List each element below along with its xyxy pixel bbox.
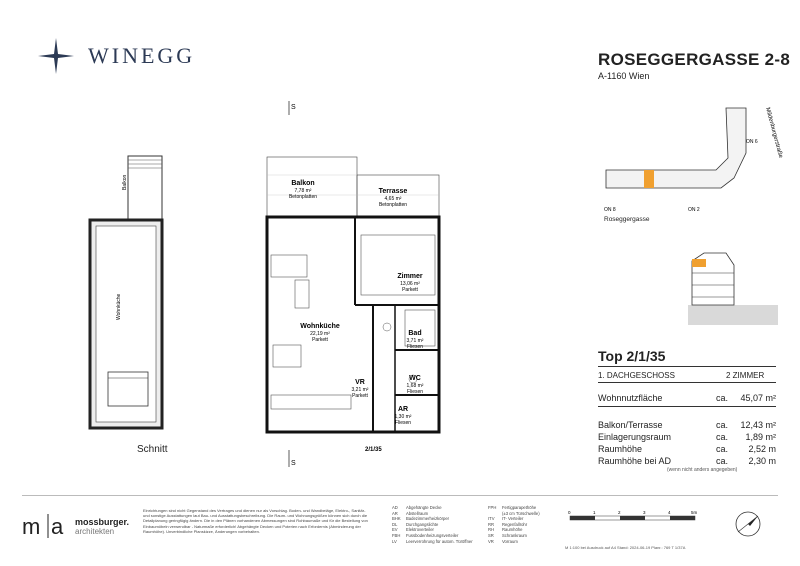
svg-text:1: 1 [593,510,596,515]
svg-text:5m: 5m [691,510,698,515]
room-floor-vr: Parkett [352,393,368,399]
svg-text:2: 2 [618,510,621,515]
abbreviations-left: AD Abgehängte Decke AR Abstellraum BHK Badezimmerheizkörper DL Durchgangslichte EV Elektroverteiler FBH Fussbodenheizungsverteiler LV Leerverrohrung für autom. Türöffner [392,505,473,544]
room-name-wc: WC [409,375,421,382]
site-marker-on6: ON 6 [746,139,758,145]
room-floor-ar: Fliesen [394,420,412,426]
room-area-terrasse: 4,65 m² [384,196,402,202]
floor-plan [255,95,465,470]
site-plan [596,98,784,218]
room-name-wohnkueche: Wohnküche [300,323,340,330]
unit-rooms: 2 ZIMMER [726,371,765,380]
unit-marker: 2/1/35 [365,447,382,453]
disclaimer: Einrichtungen sind nicht Gegenstand des Vertrages und dienen nur als Vorschlag. Boden- und Wandbeläge, Elektro-, Sanitär- und sonstige Ausstattungen laut Bau- und Ausstattungsbeschreibung. Die Raum- und Wohnungsgrößen können sich durch die Detailplanung geringfügig ändern. Die in den Plänen vorhandenen Abmessungen sind Rohbaumaße und für die Bestellung von Einbaumöbeln verwendbar - Naturmaße erforderlich! Abgehängte Decken und Poterien nach Erfordernis (Abminderung der Raumhöhe). Unverbindliche Planskizze, Änderungen vorbehalten. [143,508,368,534]
room-area-balkon: 7,78 m² [294,188,312,194]
abbreviations-right: FPH Fertigparapethöhe (±3 cm Türschwelle) ITV IT- Verteiler RR Regenfallrohr RH Raumhöhe SR Schrankraum VR Vorraum [488,505,540,544]
footer-divider [22,495,778,496]
svg-text:m: m [22,514,41,539]
scale-bar [565,508,715,528]
room-name-ar: AR [397,406,409,413]
room-name-bad: Bad [408,330,422,337]
room-floor-terrasse: Betonplatten [378,202,408,208]
building-section [688,245,778,325]
room-area-wohnkueche: 22,19 m² [310,331,330,337]
room-area-vr: 3,21 m² [351,387,369,393]
unit-floor: 1. DACHGESCHOSS [598,371,675,380]
section-marker-bottom: S [291,460,296,467]
brand-star-icon [38,38,74,74]
unit-rule-3 [598,406,776,407]
section-drawing [80,150,190,435]
room-floor-balkon: Betonplatten [288,194,318,200]
unit-rule-2 [598,382,776,383]
unit-title: Top 2/1/35 [598,348,666,364]
brand-logo: WINEGG [88,43,196,68]
svg-text:0: 0 [568,510,571,515]
section-marker-top: S [291,104,296,111]
architect-logo-icon [22,512,70,540]
svg-text:3: 3 [643,510,646,515]
site-marker-on8: ON 8 [604,207,616,213]
site-street-label: Roseggergasse [604,216,650,223]
room-floor-wc: Fliesen [406,389,424,395]
room-floor-zimmer: Parkett [402,287,418,293]
room-name-zimmer: Zimmer [397,273,423,280]
room-area-zimmer: 13,06 m² [400,281,420,287]
area-note: (wenn nicht anders angegeben) [667,467,738,473]
room-area-bad: 3,71 m² [406,338,424,344]
section-label: Schnitt [137,444,168,455]
unit-rule [598,366,776,367]
section-room-label: Wohnküche [116,293,122,320]
room-name-balkon: Balkon [291,180,315,187]
room-area-wc: 1,68 m² [406,383,424,389]
room-name-terrasse: Terrasse [378,188,408,195]
project-city: A-1160 Wien [598,71,650,81]
site-marker-on2: ON 2 [688,207,700,213]
svg-text:a: a [51,514,64,539]
room-floor-bad: Fliesen [406,344,424,350]
architect-name: mossburger. [75,517,130,527]
svg-text:Balkon: Balkon [122,174,128,190]
architect-subtitle: architekten [75,527,115,536]
stand-info: M 1:100 bei Ausdruck auf A4 Stand: 2024-06-19 Planr.: 769 T 1/37A [565,545,686,550]
project-address: ROSEGGERGASSE 2-8 [598,50,791,69]
room-name-vr: VR [355,379,365,386]
svg-text:4: 4 [668,510,671,515]
room-floor-wohnkueche: Parkett [312,337,328,343]
room-area-ar: 1,30 m² [394,414,412,420]
site-side-street: Mildenburgerstraße [764,106,784,159]
north-arrow-icon [732,508,764,540]
